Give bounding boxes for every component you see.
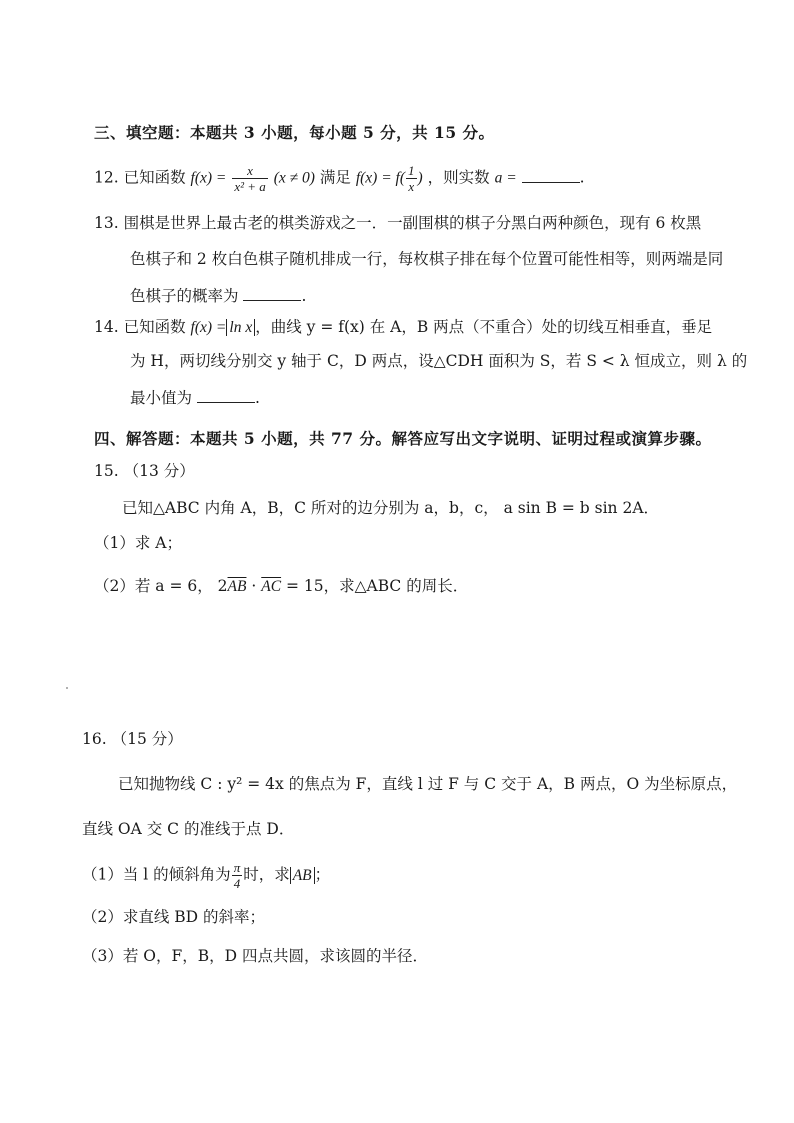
q14-f: f(x) = (190, 319, 227, 336)
q16-part1-pre: （1）当 l 的倾斜角为 (82, 865, 231, 884)
q14-line3: 最小值为 (130, 389, 193, 407)
q12-frac-den: x² + a (234, 179, 266, 194)
question-16-stem-2: 直线 OA 交 C 的准线于点 D． (82, 820, 295, 838)
q12-frac2-den: x (408, 179, 415, 194)
q12-end: . (579, 168, 585, 187)
q14-line1-post: ，曲线 y = f(x) 在 A，B 两点（不重合）处的切线互相垂直，垂足 (255, 318, 713, 336)
question-14-line-1 (94, 316, 712, 339)
question-16-part-2: （2）求直线 BD 的斜率； (82, 908, 266, 926)
q13-number: 13. (94, 214, 119, 232)
section-4-title: 四、解答题：本题共 5 小题，共 77 分。解答应写出文字说明、证明过程或演算步骤。 (94, 429, 712, 448)
q15-vector-ac: $\overline{AC}$ (261, 578, 282, 595)
q12-frac2-num: 1 (408, 163, 415, 178)
q16-part1-end: ； (314, 865, 331, 884)
q13-end: . (301, 287, 307, 305)
q12-eq: f(x) = f( (355, 169, 406, 187)
question-15-header: 15. （13 分） (94, 462, 195, 480)
q14-abs-ln: ln x (226, 319, 255, 336)
question-14-line-3 (130, 384, 260, 409)
q12-frac-num: x (232, 163, 267, 179)
q16-fraction (232, 860, 243, 891)
q12-answer-blank (522, 164, 580, 183)
question-15-stem: 已知△ABC 内角 A，B，C 所对的边分别为 a，b，c， a sin B = b sin 2A． (122, 499, 660, 517)
q16-frac-den: 4 (233, 876, 241, 891)
q15-vector-ab: $\overline{AB}$ (227, 578, 247, 595)
q15-part2-pre: （2）若 a = 6， 2 (94, 577, 228, 595)
q16-frac-num: π (233, 860, 241, 875)
question-13-line-3 (130, 282, 306, 307)
q14-line1-pre: 已知函数 (123, 318, 186, 336)
question-14-line-2: 为 H，两切线分别交 y 轴于 C，D 两点，设△CDH 面积为 S，若 S < λ 恒成立，则 λ 的 (130, 352, 748, 370)
q13-line3: 色棋子的概率为 (130, 287, 239, 305)
q15-part2-post: = 15，求△ABC 的周长． (281, 577, 469, 595)
q16-part1-mid: 时，求 (243, 865, 290, 884)
question-15-part-2 (94, 575, 468, 598)
q12-f-lhs: f(x) = (190, 169, 227, 187)
q15-dot: · (246, 577, 262, 595)
q14-end: . (254, 389, 260, 407)
q12-fraction-2 (406, 163, 417, 194)
q12-var: a = (494, 169, 517, 187)
scan-speck (66, 687, 68, 689)
q16-abs-ab: AB (290, 867, 315, 884)
question-13-line-1 (94, 212, 701, 234)
q14-number: 14. (94, 318, 119, 336)
q12-pre: 已知函数 (123, 168, 186, 187)
question-12 (94, 163, 585, 194)
section-3-title: 三、填空题：本题共 3 小题，每小题 5 分，共 15 分。 (94, 123, 495, 142)
q12-fraction (232, 163, 267, 194)
q12-post: ，则实数 (427, 168, 490, 187)
q12-number: 12. (94, 168, 119, 187)
question-16-part-1 (82, 860, 330, 891)
question-16-header: 16. （15 分） (82, 730, 183, 748)
q12-eq-end: ) (417, 169, 423, 187)
question-15-part-1: （1）求 A； (94, 534, 182, 552)
q12-cond: (x ≠ 0) (273, 169, 315, 187)
question-16-stem-1: 已知抛物线 C : y² = 4x 的焦点为 F，直线 l 过 F 与 C 交于 A，B 两点，O 为坐标原点， (118, 775, 738, 793)
q14-answer-blank (197, 384, 255, 403)
question-13-line-2: 色棋子和 2 枚白色棋子随机排成一行，每枚棋子排在每个位置可能性相等，则两端是同 (130, 250, 724, 268)
q13-line1: 围棋是世界上最古老的棋类游戏之一．一副围棋的棋子分黑白两种颜色，现有 6 枚黑 (123, 214, 702, 232)
question-16-part-3: （3）若 O，F，B，D 四点共圆，求该圆的半径． (82, 947, 428, 965)
q13-answer-blank (243, 282, 301, 301)
q12-mid: 满足 (319, 168, 351, 187)
